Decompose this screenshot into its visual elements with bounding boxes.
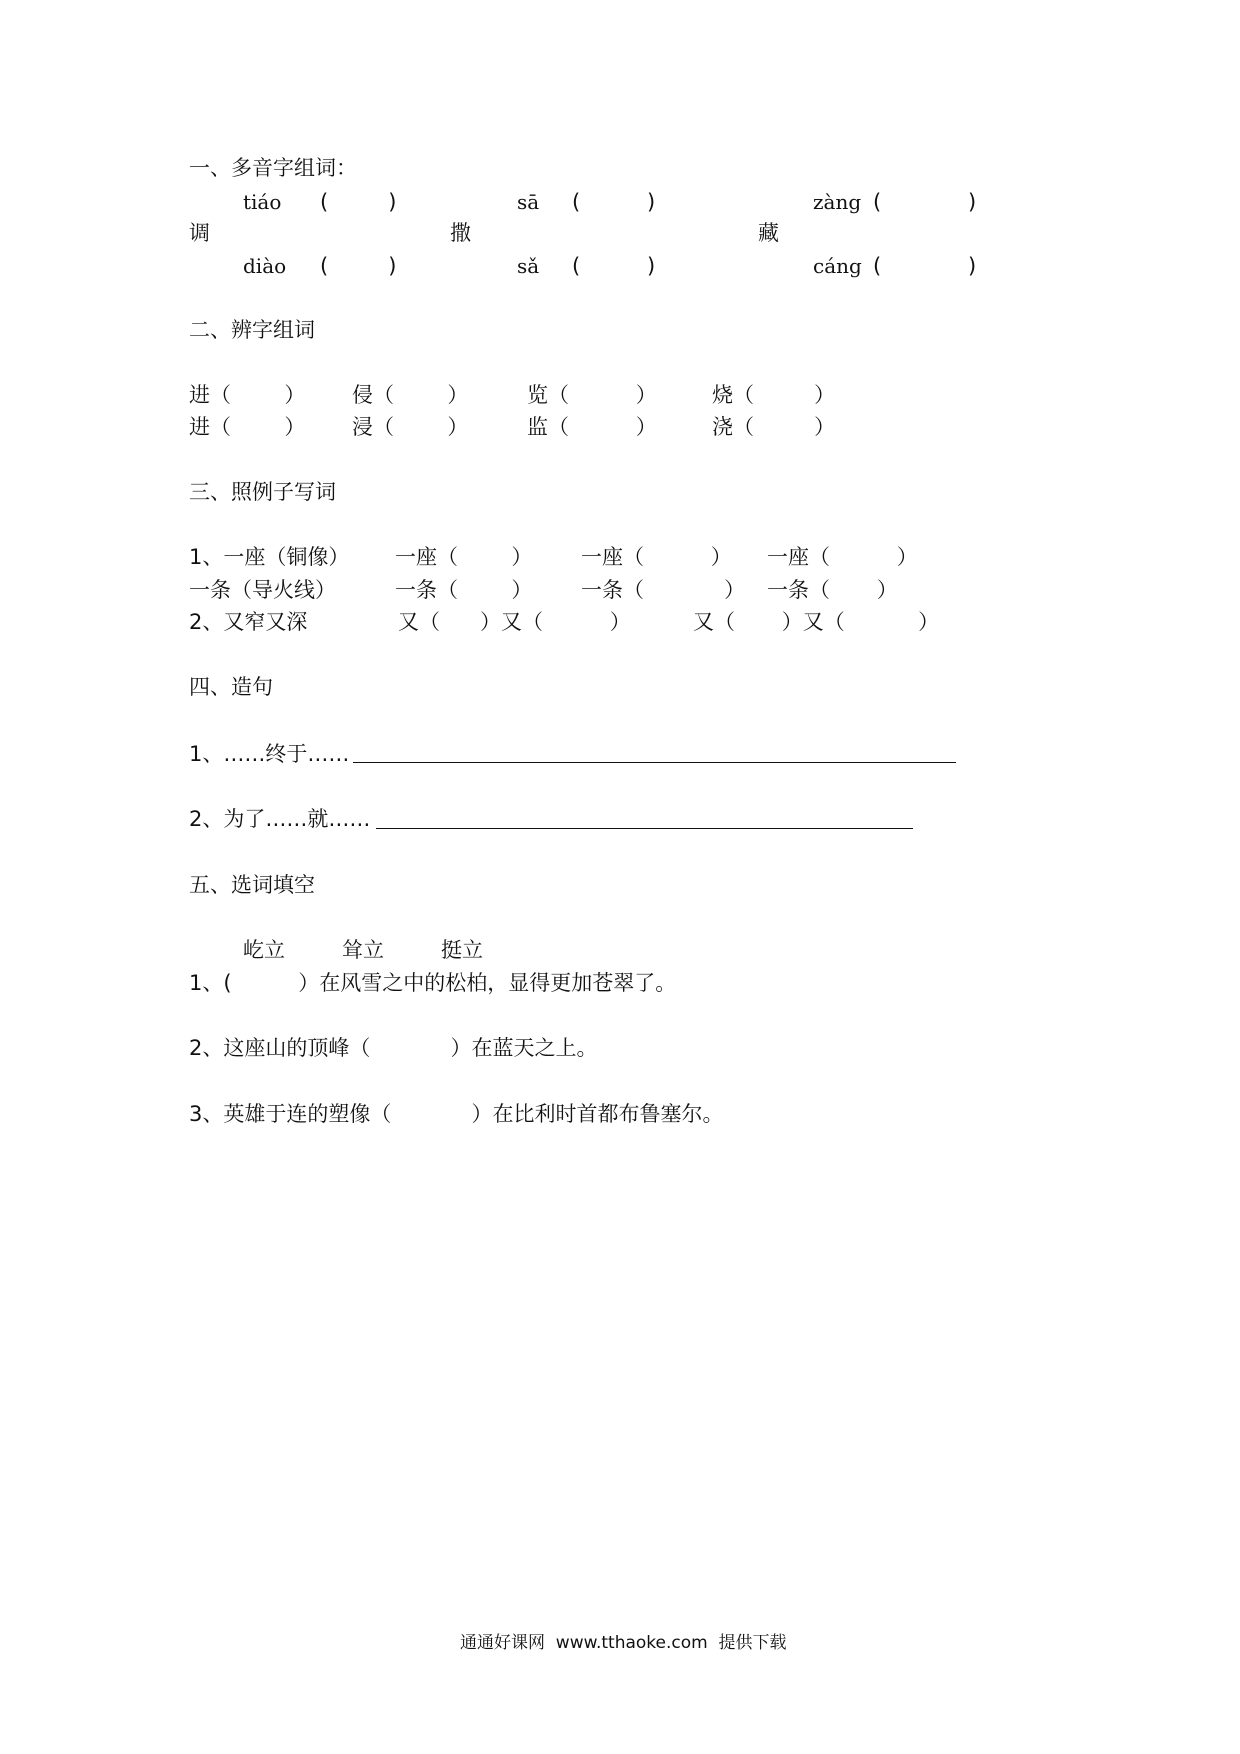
footer-text: 通通好课网 www.tthaoke.com 提供下载 [460, 1633, 787, 1653]
s3-row1-blank3[interactable]: 一座（ ） [767, 545, 918, 569]
s2-row2-item1[interactable]: 进（ ） [189, 415, 306, 439]
pinyin-sa3: sǎ [517, 254, 540, 278]
s4-item2-answer-line[interactable] [376, 828, 913, 829]
s3-example1: 1、一座（铜像） [189, 545, 350, 569]
s2-row2-item4[interactable]: 浇（ ） [712, 415, 836, 439]
char-sa: 撒 [450, 221, 471, 245]
s2-row2-item2[interactable]: 浸（ ） [352, 415, 469, 439]
s4-item2-prompt: 2、为了……就…… [189, 807, 371, 831]
s3-row1-blank1[interactable]: 一座（ ） [395, 545, 533, 569]
pinyin-sa1: sā [517, 190, 540, 214]
blank-diao[interactable]: ( ) [320, 254, 397, 278]
s3-example2: 一条（导火线） [189, 578, 336, 602]
blank-tiao[interactable]: ( ) [320, 190, 397, 214]
char-diao: 调 [189, 221, 210, 245]
blank-zang[interactable]: ( ) [873, 190, 977, 214]
s5-item3[interactable]: 3、英雄于连的塑像（ ）在比利时首都布鲁塞尔。 [189, 1102, 724, 1126]
s3-example3: 2、又窄又深 [189, 610, 308, 634]
s2-row2-item3[interactable]: 监（ ） [527, 415, 657, 439]
pinyin-diao: diào [243, 254, 287, 278]
s2-row1-item3[interactable]: 览（ ） [527, 383, 657, 407]
s3-row3-blank1[interactable]: 又（ ）又（ ） [398, 610, 631, 634]
blank-sa3[interactable]: ( ) [572, 254, 656, 278]
section2-heading: 二、辨字组词 [189, 318, 315, 342]
pinyin-tiao: tiáo [243, 190, 282, 214]
section5-heading: 五、选词填空 [189, 873, 315, 897]
word-option-1: 屹立 [243, 938, 285, 962]
pinyin-cang: cáng [813, 254, 862, 278]
s2-row1-item1[interactable]: 进（ ） [189, 383, 306, 407]
pinyin-zang: zàng [813, 190, 862, 214]
section3-heading: 三、照例子写词 [189, 480, 336, 504]
s2-row1-item2[interactable]: 侵（ ） [352, 383, 469, 407]
s4-item1-answer-line[interactable] [353, 762, 956, 763]
blank-cang[interactable]: ( ) [873, 254, 977, 278]
section1-heading: 一、多音字组词： [189, 156, 357, 180]
blank-sa1[interactable]: ( ) [572, 190, 656, 214]
s3-row3-blank2[interactable]: 又（ ）又（ ） [693, 610, 940, 634]
s5-item2[interactable]: 2、这座山的顶峰（ ）在蓝天之上。 [189, 1036, 598, 1060]
s3-row2-blank2[interactable]: 一条（ ） [581, 578, 746, 602]
s3-row1-blank2[interactable]: 一座（ ） [581, 545, 732, 569]
s3-row2-blank3[interactable]: 一条（ ） [767, 578, 898, 602]
s5-item1[interactable]: 1、( ）在风雪之中的松柏，显得更加苍翠了。 [189, 971, 677, 995]
word-option-2: 耸立 [342, 938, 384, 962]
s3-row2-blank1[interactable]: 一条（ ） [395, 578, 533, 602]
s4-item1-prompt: 1、……终于…… [189, 742, 350, 766]
s2-row1-item4[interactable]: 烧（ ） [712, 383, 836, 407]
section4-heading: 四、造句 [189, 675, 273, 699]
char-zang: 藏 [758, 221, 779, 245]
word-option-3: 挺立 [441, 938, 483, 962]
